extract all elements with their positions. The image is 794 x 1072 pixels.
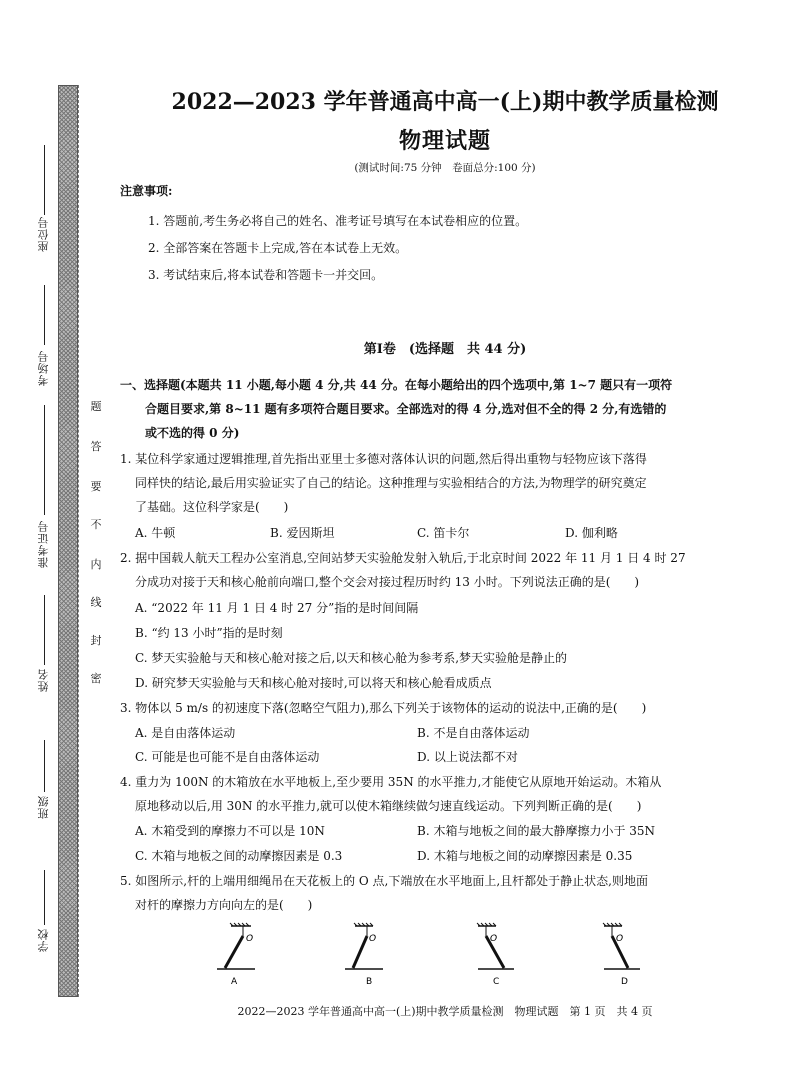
q1-option-b: B. 爱因斯坦: [270, 526, 335, 540]
seal-char: 密: [90, 672, 102, 685]
point-label: O: [369, 934, 377, 944]
question-1-text: 了基础。这位科学家是( ): [135, 500, 289, 514]
q2-option-c: C. 梦天实验舱与天和核心舱对接之后,以天和核心舱为参考系,梦天实验舱是静止的: [135, 651, 568, 665]
seal-char: 封: [90, 634, 102, 647]
seal-char: 线: [90, 596, 102, 609]
exam-id-label: 准考证号: [37, 520, 50, 568]
seat-number-label: 座位号: [37, 216, 50, 252]
question-1-text: 1. 某位科学家通过逻辑推理,首先指出亚里士多德对落体认识的问题,然后得出重物与轻物应该下落得: [120, 452, 647, 466]
q5-figure-b: [345, 922, 395, 988]
exam-info: (测试时间:75 分钟 卷面总分:100 分): [354, 162, 536, 174]
seal-char: 题: [90, 400, 102, 413]
point-label: O: [616, 934, 624, 944]
question-4-text: 原地移动以后,用 30N 的水平推力,就可以使木箱继续做匀速直线运动。下列判断正确的是( ): [135, 799, 642, 813]
exam-room-line: [44, 285, 45, 345]
seal-char: 要: [90, 480, 102, 493]
seal-char: 内: [90, 558, 102, 571]
q1-option-c: C. 笛卡尔: [417, 526, 470, 540]
question-3-text: 3. 物体以 5 m/s 的初速度下落(忽略空气阻力),那么下列关于该物体的运动的说法中,正确的是( ): [120, 701, 647, 715]
q3-option-b: B. 不是自由落体运动: [417, 726, 530, 740]
q5-figure-a: [215, 922, 265, 988]
figure-label: D: [621, 977, 628, 987]
q2-option-a: A. “2022 年 11 月 1 日 4 时 27 分”指的是时间间隔: [135, 601, 419, 615]
q5-figure-c: [472, 922, 522, 988]
section-instruction: 一、选择题(本题共 11 小题,每小题 4 分,共 44 分。在每小题给出的四个选项中,第 1~7 题只有一项符: [120, 378, 673, 392]
notice-heading: 注意事项:: [120, 184, 173, 198]
question-5-text: 对杆的摩擦力方向向左的是( ): [135, 898, 313, 912]
q4-option-c: C. 木箱与地板之间的动摩擦因素是 0.3: [135, 849, 343, 863]
school-label: 学校: [37, 928, 50, 952]
class-line: [44, 740, 45, 792]
seat-number-line: [44, 145, 45, 215]
school-line: [44, 870, 45, 925]
point-label: O: [490, 934, 498, 944]
q3-option-a: A. 是自由落体运动: [135, 726, 236, 740]
seal-char: 不: [90, 518, 102, 531]
binding-strip-pattern: [58, 85, 78, 997]
exam-title: 2022—2023 学年普通高中高一(上)期中教学质量检测: [171, 89, 719, 115]
name-line: [44, 595, 45, 665]
q3-option-c: C. 可能是也可能不是自由落体运动: [135, 750, 320, 764]
q4-option-a: A. 木箱受到的摩擦力不可以是 10N: [135, 824, 325, 838]
q5-figure-d: [600, 922, 650, 988]
q3-option-d: D. 以上说法都不对: [417, 750, 518, 764]
point-label: O: [246, 934, 254, 944]
q1-option-d: D. 伽利略: [565, 526, 618, 540]
q4-option-b: B. 木箱与地板之间的最大静摩擦力小于 35N: [417, 824, 656, 838]
class-label: 班级: [37, 795, 50, 819]
section-title: 第Ⅰ卷 (选择题 共 44 分): [363, 342, 527, 357]
notice-item: 1. 答题前,考生务必将自己的姓名、准考证号填写在本试卷相应的位置。: [148, 214, 528, 228]
q2-option-d: D. 研究梦天实验舱与天和核心舱对接时,可以将天和核心舱看成质点: [135, 676, 492, 690]
q4-option-d: D. 木箱与地板之间的动摩擦因素是 0.35: [417, 849, 633, 863]
question-4-text: 4. 重力为 100N 的木箱放在水平地板上,至少要用 35N 的水平推力,才能使它从原地开始运动。木箱从: [120, 775, 662, 789]
q2-option-b: B. “约 13 小时”指的是时刻: [135, 626, 283, 640]
question-5-text: 5. 如图所示,杆的上端用细绳吊在天花板上的 O 点,下端放在水平地面上,且杆都处于静止状态,则地面: [120, 874, 648, 888]
figure-label: A: [231, 977, 238, 987]
section-instruction: 合题目要求,第 8~11 题有多项符合题目要求。全部选对的得 4 分,选对但不全的得 2 分,有选错的: [145, 402, 667, 416]
q1-option-a: A. 牛顿: [135, 526, 176, 540]
notice-item: 3. 考试结束后,将本试卷和答题卡一并交回。: [148, 268, 384, 282]
subject-title: 物理试题: [398, 128, 491, 154]
page-footer: 2022—2023 学年普通高中高一(上)期中教学质量检测 物理试题 第 1 页 共 4 页: [237, 1005, 653, 1018]
notice-item: 2. 全部答案在答题卡上完成,答在本试卷上无效。: [148, 241, 408, 255]
figure-label: C: [493, 977, 500, 987]
seal-cut-line: [78, 85, 79, 997]
question-2-text: 2. 据中国载人航天工程办公室消息,空间站梦天实验舱发射入轨后,于北京时间 2022 年 11 月 1 日 4 时 27: [120, 551, 686, 565]
exam-id-line: [44, 405, 45, 515]
name-label: 姓名: [37, 668, 50, 692]
question-1-text: 同样快的结论,最后用实验证实了自己的结论。这种推理与实验相结合的方法,为物理学的研究奠定: [135, 476, 647, 490]
figure-label: B: [366, 977, 373, 987]
question-2-text: 分成功对接于天和核心舱前向端口,整个交会对接过程历时约 13 小时。下列说法正确的是( ): [135, 575, 640, 589]
seal-char: 答: [90, 440, 102, 453]
exam-room-label: 考场号: [37, 350, 50, 386]
section-instruction: 或不选的得 0 分): [145, 426, 240, 440]
